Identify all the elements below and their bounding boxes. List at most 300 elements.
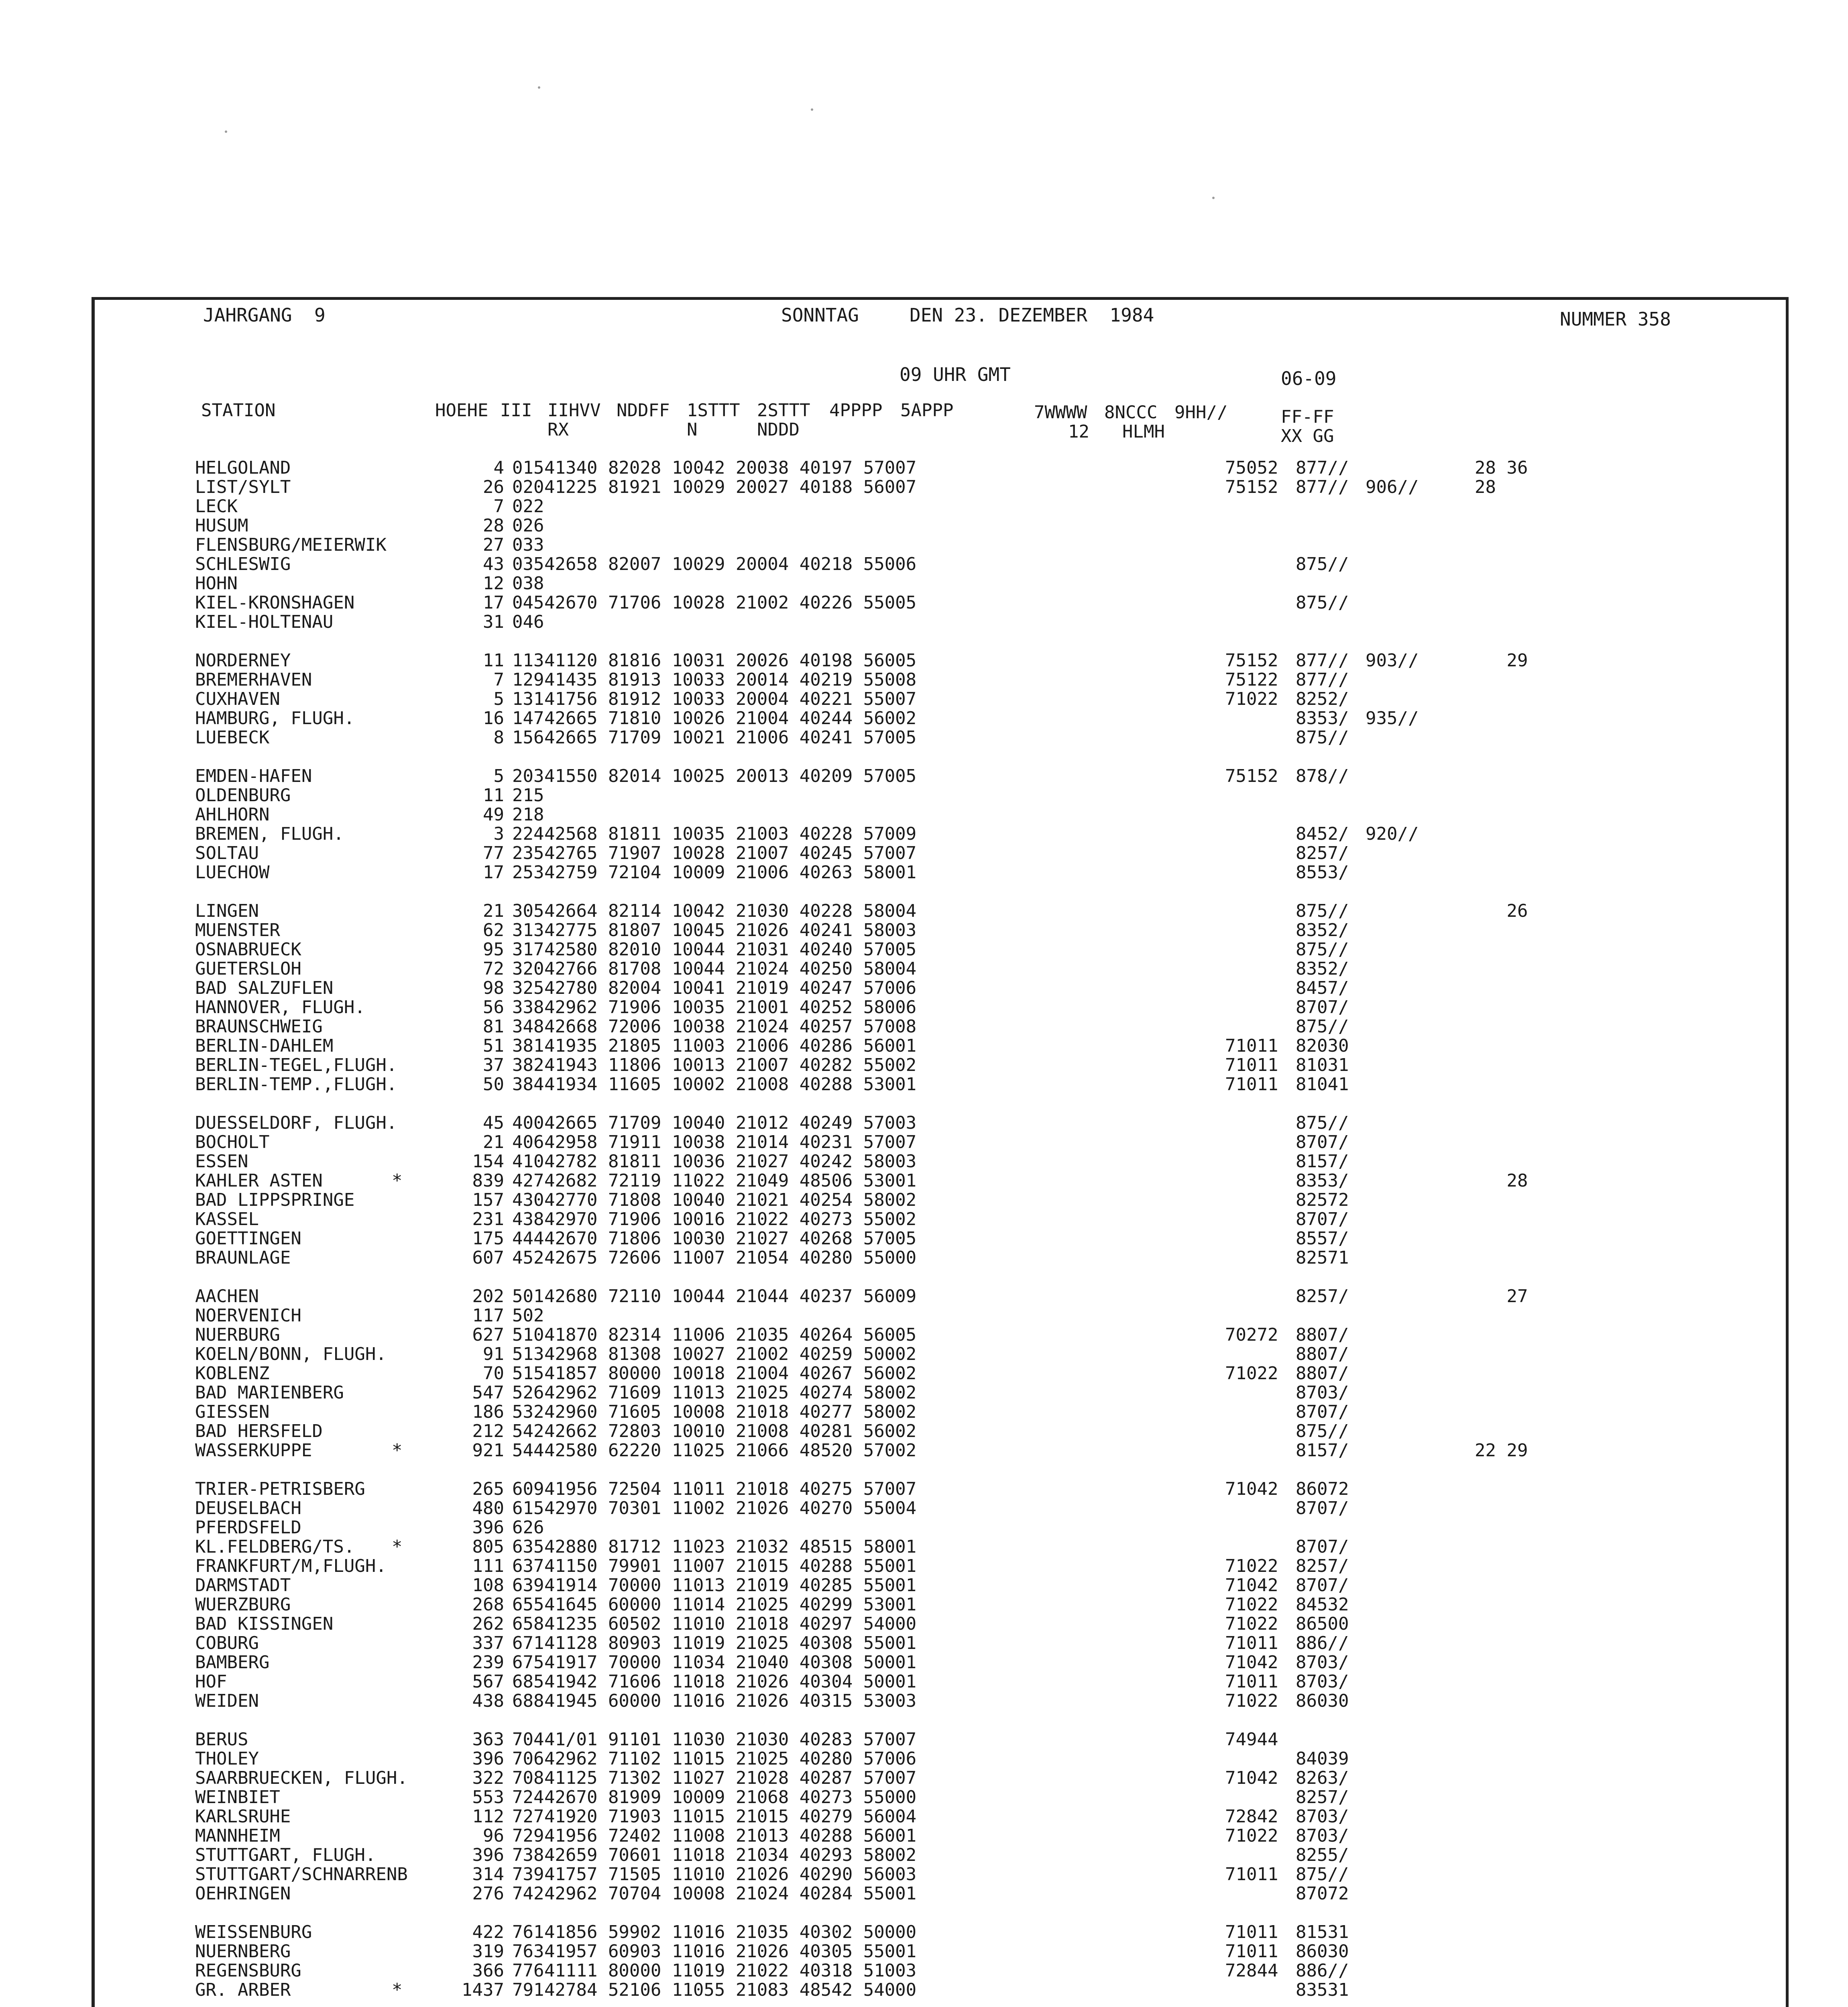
synop-groups: 42682 72119 11022 21049 48506 53001 (544, 1170, 917, 1191)
station-name: WEISSENBURG (195, 1922, 312, 1942)
station-index: 706 (512, 1748, 544, 1769)
cloud-group: 8707/ (1296, 1209, 1349, 1229)
cloud-group: 8263/ (1296, 1768, 1349, 1788)
station-height: 21 (483, 901, 504, 921)
col-rx: RX (547, 419, 569, 440)
synop-groups: 41920 71903 11015 21015 40279 56004 (544, 1806, 917, 1827)
station-index: 671 (512, 1633, 544, 1653)
synop-groups: 41934 11605 10002 21008 40288 53001 (544, 1074, 917, 1095)
cloud-group: 8703/ (1296, 1826, 1349, 1846)
station-height: 45 (483, 1113, 504, 1133)
cloud-group: 886// (1296, 1633, 1349, 1653)
station-height: 154 (472, 1151, 504, 1172)
station-index: 502 (512, 1305, 544, 1326)
station-index: 320 (512, 959, 544, 979)
station-name: MUENSTER (195, 920, 280, 940)
station-height: 265 (472, 1479, 504, 1499)
station-name: LECK (195, 496, 238, 517)
synop-groups: 42770 71808 10040 21021 40254 58002 (544, 1190, 917, 1210)
station-name: AHLHORN (195, 804, 270, 825)
station-height: 231 (472, 1209, 504, 1229)
station-name: SCHLESWIG (195, 554, 291, 574)
gust-group: 22 29 (1475, 1440, 1528, 1461)
col-ffff: FF-FF (1281, 407, 1334, 427)
station-height: 262 (472, 1614, 504, 1634)
cloud-group: 877// (1296, 458, 1349, 478)
cloud-group: 877// (1296, 477, 1349, 497)
synop-groups: 41943 11806 10013 21007 40282 55002 (544, 1055, 917, 1075)
cloud-group: 8157/ (1296, 1151, 1349, 1172)
station-height: 363 (472, 1729, 504, 1750)
weather-group: 71042 (1225, 1652, 1278, 1673)
synop-groups: 42780 82004 10041 21019 40247 57006 (544, 978, 917, 998)
station-height: 17 (483, 592, 504, 613)
station-height: 839 (472, 1170, 504, 1191)
cloud-group: 8257/ (1296, 1286, 1349, 1307)
station-name: KASSEL (195, 1209, 259, 1229)
col-2sttt: 2STTT (757, 400, 810, 421)
synop-groups: 41235 60502 11010 21018 40297 54000 (544, 1614, 917, 1634)
station-index: 410 (512, 1151, 544, 1172)
col-xxgg: XX GG (1281, 426, 1334, 446)
synop-groups: 41435 81913 10033 20014 40219 55008 (544, 670, 917, 690)
station-index: 131 (512, 689, 544, 709)
synop-groups: 41945 60000 11016 21026 40315 53003 (544, 1691, 917, 1711)
station-name: NUERNBERG (195, 1941, 291, 1962)
synop-groups: 42775 81807 10045 21026 40241 58003 (544, 920, 917, 940)
synop-groups: 42670 81909 10009 21068 40273 55000 (544, 1787, 917, 1808)
station-index: 348 (512, 1016, 544, 1037)
col-n: N (687, 419, 698, 440)
synop-groups: 41645 60000 11014 21025 40299 53001 (544, 1594, 917, 1615)
station-index: 215 (512, 785, 544, 806)
period-label: 06-09 (1281, 368, 1337, 389)
station-height: 3 (493, 824, 504, 844)
station-height: 438 (472, 1691, 504, 1711)
station-index: 038 (512, 573, 544, 594)
weather-group: 71011 (1225, 1036, 1278, 1056)
station-name: SAARBRUECKEN, FLUGH. (195, 1768, 408, 1788)
gust-group: 26 (1475, 901, 1528, 921)
station-height: 11 (483, 650, 504, 671)
station-height: 56 (483, 997, 504, 1018)
station-height: 37 (483, 1055, 504, 1075)
station-height: 108 (472, 1575, 504, 1596)
weather-group: 70272 (1225, 1325, 1278, 1345)
cloud-group: 8707/ (1296, 997, 1349, 1018)
cloud-group: 877// (1296, 670, 1349, 690)
station-height: 49 (483, 804, 504, 825)
station-index: 626 (512, 1517, 544, 1538)
weather-group: 71022 (1225, 1614, 1278, 1634)
station-index: 452 (512, 1248, 544, 1268)
station-name: LUEBECK (195, 727, 270, 748)
weather-group: 75152 (1225, 477, 1278, 497)
station-name: BAD HERSFELD (195, 1421, 323, 1441)
station-name: WEINBIET (195, 1787, 280, 1808)
station-name: HELGOLAND (195, 458, 291, 478)
station-index: 218 (512, 804, 544, 825)
station-name: HAMBURG, FLUGH. (195, 708, 355, 729)
station-index: 400 (512, 1113, 544, 1133)
station-height: 314 (472, 1864, 504, 1885)
synop-groups: 42665 71810 10026 21004 40244 56002 (544, 708, 917, 729)
station-index: 129 (512, 670, 544, 690)
station-height: 7 (493, 496, 504, 517)
col-nddff: NDDFF (617, 400, 670, 421)
station-height: 337 (472, 1633, 504, 1653)
col-4pppp: 4PPPP (829, 400, 883, 421)
synop-groups: 41756 81912 10033 20004 40221 55007 (544, 689, 917, 709)
synop-groups: 42675 72606 11007 21054 40280 55000 (544, 1248, 917, 1268)
synop-groups: 42664 82114 10042 21030 40228 58004 (544, 901, 917, 921)
weather-group: 71042 (1225, 1575, 1278, 1596)
station-height: 567 (472, 1671, 504, 1692)
station-height: 81 (483, 1016, 504, 1037)
weather-group: 71011 (1225, 1671, 1278, 1692)
station-index: 046 (512, 612, 544, 632)
station-height: 396 (472, 1748, 504, 1769)
cloud-group: 8452/ (1296, 824, 1349, 844)
station-name: BERLIN-TEGEL,FLUGH. (195, 1055, 397, 1075)
cloud-group: 8707/ (1296, 1402, 1349, 1422)
mountain-station-marker: * (392, 1980, 403, 2000)
col-1sttt: 1STTT (687, 400, 740, 421)
synop-groups: 41128 80903 11019 21025 40308 55001 (544, 1633, 917, 1653)
station-index: 253 (512, 862, 544, 883)
station-height: 70 (483, 1363, 504, 1384)
station-index: 325 (512, 978, 544, 998)
col-7wwww: 7WWWW (1034, 402, 1087, 423)
mountain-station-marker: * (392, 1537, 403, 1557)
station-index: 224 (512, 824, 544, 844)
station-name: STUTTGART, FLUGH. (195, 1845, 376, 1865)
cloud-group: 886// (1296, 1960, 1349, 1981)
synop-groups: 41/01 91101 11030 21030 40283 57007 (544, 1729, 917, 1750)
synop-groups: 42580 62220 11025 21066 48520 57002 (544, 1440, 917, 1461)
station-height: 111 (472, 1556, 504, 1576)
station-index: 147 (512, 708, 544, 729)
date-label: DEN 23. DEZEMBER 1984 (910, 304, 1154, 326)
col-station: STATION (201, 400, 276, 421)
station-name: BRAUNSCHWEIG (195, 1016, 323, 1037)
station-name: FRANKFURT/M,FLUGH. (195, 1556, 387, 1576)
synop-groups: 42665 71709 10021 21006 40241 57005 (544, 727, 917, 748)
station-height: 62 (483, 920, 504, 940)
station-height: 117 (472, 1305, 504, 1326)
observation-time-label: 09 UHR GMT (900, 364, 1011, 385)
station-height: 186 (472, 1402, 504, 1422)
cloud-group: 8352/ (1296, 959, 1349, 979)
station-index: 729 (512, 1826, 544, 1846)
cloud-group: 8157/ (1296, 1440, 1349, 1461)
synop-groups: 42670 71706 10028 21002 40226 55005 (544, 592, 917, 613)
synop-groups: 41870 82314 11006 21035 40264 56005 (544, 1325, 917, 1345)
station-height: 112 (472, 1806, 504, 1827)
cloud-group: 8352/ (1296, 920, 1349, 940)
station-index: 513 (512, 1344, 544, 1364)
station-height: 547 (472, 1382, 504, 1403)
cloud-group: 8257/ (1296, 1556, 1349, 1576)
station-height: 805 (472, 1537, 504, 1557)
cloud-group: 86030 (1296, 1691, 1349, 1711)
station-name: AACHEN (195, 1286, 259, 1307)
station-index: 526 (512, 1382, 544, 1403)
station-index: 313 (512, 920, 544, 940)
weather-group: 72842 (1225, 1806, 1278, 1827)
station-height: 4 (493, 458, 504, 478)
station-name: THOLEY (195, 1748, 259, 1769)
station-index: 406 (512, 1132, 544, 1152)
station-name: KOELN/BONN, FLUGH. (195, 1344, 387, 1364)
station-name: BREMEN, FLUGH. (195, 824, 344, 844)
cloud-group: 8255/ (1296, 1845, 1349, 1865)
station-height: 1437 (462, 1980, 504, 2000)
station-name: TRIER-PETRISBERG (195, 1479, 365, 1499)
weather-group: 71011 (1225, 1055, 1278, 1075)
station-height: 95 (483, 939, 504, 960)
cloud-group: 8703/ (1296, 1382, 1349, 1403)
mountain-station-marker: * (392, 1440, 403, 1461)
synop-groups: 41111 80000 11019 21022 40318 51003 (544, 1960, 917, 1981)
cloud-group: 84532 (1296, 1594, 1349, 1615)
synop-groups: 42958 71911 10038 21014 40231 57007 (544, 1132, 917, 1152)
cloud-group: 81031 (1296, 1055, 1349, 1075)
station-name: LINGEN (195, 901, 259, 921)
station-index: 444 (512, 1228, 544, 1249)
station-height: 366 (472, 1960, 504, 1981)
synop-groups: 42880 81712 11023 21032 48515 58001 (544, 1537, 917, 1557)
station-name: BAD KISSINGEN (195, 1614, 334, 1634)
cloud-group: 8557/ (1296, 1228, 1349, 1249)
station-index: 113 (512, 650, 544, 671)
synop-groups: 41125 71302 11027 21028 40287 57007 (544, 1768, 917, 1788)
synop-groups: 41225 81921 10029 20027 40188 56007 (544, 477, 917, 497)
station-height: 480 (472, 1498, 504, 1518)
station-name: BRAUNLAGE (195, 1248, 291, 1268)
station-index: 501 (512, 1286, 544, 1307)
station-index: 430 (512, 1190, 544, 1210)
weather-group: 71022 (1225, 1363, 1278, 1384)
synop-groups: 41956 72504 11011 21018 40275 57007 (544, 1479, 917, 1499)
weather-group: 71011 (1225, 1941, 1278, 1962)
cloud-group: 82572 (1296, 1190, 1349, 1210)
cloud-group: 86072 (1296, 1479, 1349, 1499)
cloud-group: 875// (1296, 1864, 1349, 1885)
station-index: 675 (512, 1652, 544, 1673)
station-name: MANNHEIM (195, 1826, 280, 1846)
station-index: 427 (512, 1170, 544, 1191)
station-name: KIEL-HOLTENAU (195, 612, 334, 632)
weather-group: 72844 (1225, 1960, 1278, 1981)
weather-group: 71022 (1225, 1826, 1278, 1846)
synop-groups: 42662 72803 10010 21008 40281 56002 (544, 1421, 917, 1441)
station-height: 8 (493, 727, 504, 748)
station-index: 542 (512, 1421, 544, 1441)
cloud-group: 8252/ (1296, 689, 1349, 709)
station-height: 175 (472, 1228, 504, 1249)
station-index: 338 (512, 997, 544, 1018)
synop-groups: 41857 80000 10018 21004 40267 56002 (544, 1363, 917, 1384)
station-height: 21 (483, 1132, 504, 1152)
scan-speck (1212, 197, 1215, 199)
station-name: DUESSELDORF, FLUGH. (195, 1113, 397, 1133)
station-index: 515 (512, 1363, 544, 1384)
station-name: CUXHAVEN (195, 689, 280, 709)
gust-group: 27 (1475, 1286, 1528, 1307)
station-index: 639 (512, 1575, 544, 1596)
station-index: 655 (512, 1594, 544, 1615)
synop-groups: 42968 81308 10027 21002 40259 50002 (544, 1344, 917, 1364)
station-height: 91 (483, 1344, 504, 1364)
mountain-station-marker: * (392, 1170, 403, 1191)
weather-group: 75052 (1225, 458, 1278, 478)
synop-groups: 42670 71806 10030 21027 40268 57005 (544, 1228, 917, 1249)
scan-speck (538, 86, 540, 89)
station-index: 637 (512, 1556, 544, 1576)
station-height: 202 (472, 1286, 504, 1307)
station-height: 239 (472, 1652, 504, 1673)
synop-groups: 41956 72402 11008 21013 40288 56001 (544, 1826, 917, 1846)
station-name: ESSEN (195, 1151, 248, 1172)
station-index: 235 (512, 843, 544, 863)
station-name: FLENSBURG/MEIERWIK (195, 535, 387, 555)
col-9hh: 9HH// (1174, 402, 1228, 423)
cloud-group: 8807/ (1296, 1325, 1349, 1345)
synop-groups: 41914 70000 11013 21019 40285 55001 (544, 1575, 917, 1596)
station-name: SOLTAU (195, 843, 259, 863)
weather-group: 71022 (1225, 1594, 1278, 1615)
cloud-group: 87072 (1296, 1883, 1349, 1904)
station-name: DEUSELBACH (195, 1498, 301, 1518)
station-height: 96 (483, 1826, 504, 1846)
station-name: GIESSEN (195, 1402, 270, 1422)
weather-group: 71042 (1225, 1768, 1278, 1788)
cloud-group: 8257/ (1296, 843, 1349, 863)
station-name: BAD SALZUFLEN (195, 978, 334, 998)
station-height: 51 (483, 1036, 504, 1056)
synop-groups: 41942 71606 11018 21026 40304 50001 (544, 1671, 917, 1692)
synop-groups: 42659 70601 11018 21034 40293 58002 (544, 1845, 917, 1865)
cloud-group: 8553/ (1296, 862, 1349, 883)
cloud-group: 8707/ (1296, 1132, 1349, 1152)
station-index: 022 (512, 496, 544, 517)
cloud-group: 875// (1296, 1421, 1349, 1441)
cloud-group: 82571 (1296, 1248, 1349, 1268)
cloud-group: 875// (1296, 939, 1349, 960)
col-hlmh: HLMH (1122, 421, 1165, 442)
station-height: 607 (472, 1248, 504, 1268)
synop-groups: 41550 82014 10025 20013 40209 57005 (544, 766, 917, 786)
station-name: GOETTINGEN (195, 1228, 301, 1249)
weather-group: 71011 (1225, 1864, 1278, 1885)
station-height: 7 (493, 670, 504, 690)
station-height: 72 (483, 959, 504, 979)
station-index: 305 (512, 901, 544, 921)
station-index: 615 (512, 1498, 544, 1518)
weather-group: 71011 (1225, 1074, 1278, 1095)
station-index: 544 (512, 1440, 544, 1461)
cloud-group: 878// (1296, 766, 1349, 786)
synop-groups: 42568 81811 10035 21003 40228 57009 (544, 824, 917, 844)
synop-groups: 42759 72104 10009 21006 40263 58001 (544, 862, 917, 883)
station-name: BREMERHAVEN (195, 670, 312, 690)
station-height: 157 (472, 1190, 504, 1210)
table-frame (92, 297, 1789, 2007)
station-name: PFERDSFELD (195, 1517, 301, 1538)
station-height: 212 (472, 1421, 504, 1441)
synop-groups: 42962 71906 10035 21001 40252 58006 (544, 997, 917, 1018)
station-height: 5 (493, 766, 504, 786)
synop-groups: 42782 81811 10036 21027 40242 58003 (544, 1151, 917, 1172)
station-name: KL.FELDBERG/TS. (195, 1537, 355, 1557)
cloud-group: 875// (1296, 554, 1349, 574)
station-index: 685 (512, 1671, 544, 1692)
col-iihvv: IIHVV (547, 400, 601, 421)
cloud-group: 84039 (1296, 1748, 1349, 1769)
station-name: GR. ARBER (195, 1980, 291, 2000)
synop-groups: 42970 70301 11002 21026 40270 55004 (544, 1498, 917, 1518)
synop-groups: 41150 79901 11007 21015 40288 55001 (544, 1556, 917, 1576)
cloud-group: 875// (1296, 592, 1349, 613)
cloud-group: 8807/ (1296, 1344, 1349, 1364)
station-index: 704 (512, 1729, 544, 1750)
station-name: BOCHOLT (195, 1132, 270, 1152)
station-height: 268 (472, 1594, 504, 1615)
station-height: 50 (483, 1074, 504, 1095)
synop-groups: 42665 71709 10040 21012 40249 57003 (544, 1113, 917, 1133)
station-name: KARLSRUHE (195, 1806, 291, 1827)
station-index: 727 (512, 1806, 544, 1827)
station-index: 739 (512, 1864, 544, 1885)
station-name: LUECHOW (195, 862, 270, 883)
station-index: 791 (512, 1980, 544, 2000)
cloud-group: 875// (1296, 901, 1349, 921)
station-index: 026 (512, 515, 544, 536)
station-name: NOERVENICH (195, 1305, 301, 1326)
station-height: 31 (483, 612, 504, 632)
station-name: LIST/SYLT (195, 477, 291, 497)
cloud-group: 875// (1296, 1113, 1349, 1133)
station-index: 381 (512, 1036, 544, 1056)
station-name: WEIDEN (195, 1691, 259, 1711)
weather-group: 71011 (1225, 1922, 1278, 1942)
station-name: NORDERNEY (195, 650, 291, 671)
station-name: COBURG (195, 1633, 259, 1653)
gust-group: 28 36 (1475, 458, 1528, 478)
cloud-group: 8457/ (1296, 978, 1349, 998)
station-name: HOF (195, 1671, 227, 1692)
col-8nccc: 8NCCC (1104, 402, 1158, 423)
station-height: 422 (472, 1922, 504, 1942)
station-height: 26 (483, 477, 504, 497)
station-name: KOBLENZ (195, 1363, 270, 1384)
station-height: 98 (483, 978, 504, 998)
station-name: STUTTGART/SCHNARRENB (195, 1864, 408, 1885)
station-index: 156 (512, 727, 544, 748)
synop-groups: 42668 72006 10038 21024 40257 57008 (544, 1016, 917, 1037)
cloud-group: 8353/ (1296, 708, 1349, 729)
station-index: 708 (512, 1768, 544, 1788)
station-name: BERLIN-DAHLEM (195, 1036, 334, 1056)
cloud-group: 86030 (1296, 1941, 1349, 1962)
station-name: HOHN (195, 573, 238, 594)
synop-groups: 42962 71102 11015 21025 40280 57006 (544, 1748, 917, 1769)
station-index: 317 (512, 939, 544, 960)
cloud-group: 875// (1296, 1016, 1349, 1037)
station-index: 635 (512, 1537, 544, 1557)
station-index: 438 (512, 1209, 544, 1229)
